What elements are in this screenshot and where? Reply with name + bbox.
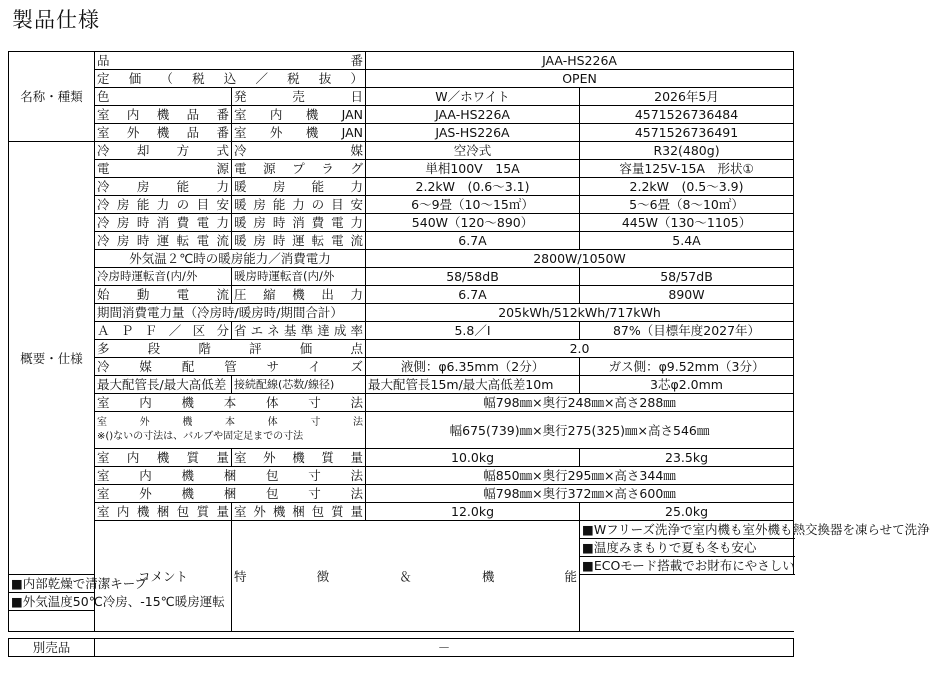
label-outdoor-pack-mass: 室外機梱包質量 (232, 503, 366, 521)
label-release: 発売日 (232, 88, 366, 106)
value-indoor-pack: 幅850㎜×奥行295㎜×高さ344㎜ (366, 467, 794, 485)
row-cooling-method (9, 142, 794, 160)
label-color: 色 (95, 88, 232, 106)
label-refrigerant: 冷媒 (232, 142, 366, 160)
value-hinban: JAA-HS226A (366, 52, 794, 70)
row-start-current (9, 286, 794, 304)
label-cool-capacity: 冷房能力 (95, 178, 232, 196)
page-title: 製品仕様 (12, 8, 100, 32)
value-cool-noise: 58/58dB (366, 268, 580, 286)
group-extra: 別売品 (9, 639, 95, 657)
label-heat-consumption: 暖房時消費電力 (232, 214, 366, 232)
row-indoor-size (9, 394, 794, 412)
value-outdoor-pack: 幅798㎜×奥行372㎜×高さ600㎜ (366, 485, 794, 503)
value-compressor: 890W (580, 286, 794, 304)
feature-blank (9, 611, 232, 632)
label-outdoor-size-cell (95, 412, 366, 449)
value-heat-consumption: 445W（130～1105） (580, 214, 794, 232)
value-outdoor-mass: 23.5kg (580, 449, 794, 467)
label-indoor-mass: 室内機質量 (95, 449, 232, 467)
label-apf: ＡＰＦ／区分 (95, 322, 232, 340)
value-heat-capacity: 2.2kW (0.5～3.9) (580, 178, 794, 196)
row-indoor (9, 106, 794, 124)
label-indoor: 室内機品番 (95, 106, 232, 124)
value-heat-noise: 58/57dB (580, 268, 794, 286)
row-annual (9, 304, 794, 322)
spacer (9, 632, 794, 639)
row-power (9, 160, 794, 178)
value-cool-guide: 6～9畳（10～15㎡） (366, 196, 580, 214)
value-indoor-size: 幅798㎜×奥行248㎜×高さ288㎜ (366, 394, 794, 412)
value-pipe-gas: ガス側：φ9.52mm（3分） (580, 358, 794, 376)
label-outdoor: 室外機品番 (95, 124, 232, 142)
group-overview: 概要・仕様 (9, 142, 95, 575)
value-plug: 容量125V-15A 形状① (580, 160, 794, 178)
label-cool-noise: 冷房時運転音(内/外 (95, 268, 232, 286)
group-comment: コメント (95, 521, 232, 632)
value-release: 2026年5月 (580, 88, 794, 106)
row-outdoor (9, 124, 794, 142)
label-price: 定価（税込／税抜） (95, 70, 366, 88)
label-outdoor-mass: 室外機質量 (232, 449, 366, 467)
value-indoor: JAA-HS226A (366, 106, 580, 124)
row-feature-1 (9, 521, 794, 539)
row-guide (9, 196, 794, 214)
label-features: 特徴＆機能 (232, 521, 580, 632)
group-name: 名称・種類 (9, 52, 95, 142)
value-wiring: 3芯φ2.0mm (580, 376, 794, 394)
row-hinban (9, 52, 794, 70)
value-cool-consumption: 540W（120～890） (366, 214, 580, 232)
value-color: W／ホワイト (366, 88, 580, 106)
label-indoor-pack: 室内機梱包寸法 (95, 467, 366, 485)
label-cool-consumption: 冷房時消費電力 (95, 214, 232, 232)
feature-item: ■ECOモード搭載でお財布にやさしい (580, 557, 794, 575)
label-wiring: 接続配線(芯数/線径) (232, 376, 366, 394)
label-pipe-length: 最大配管長/最大高低差 (95, 376, 232, 394)
label-outdoor-2deg: 外気温２℃時の暖房能力／消費電力 (95, 250, 366, 268)
value-heat-guide: 5～6畳（8～10㎡） (580, 196, 794, 214)
label-heat-current: 暖房時運転電流 (232, 232, 366, 250)
feature-item: ■温度みまもりで夏も冬も安心 (580, 539, 794, 557)
label-plug: 電源プラグ (232, 160, 366, 178)
feature-item: ■内部乾燥で清潔キープ (9, 575, 232, 593)
label-compressor: 圧縮機出力 (232, 286, 366, 304)
row-noise (9, 268, 794, 286)
label-cool-current: 冷房時運転電流 (95, 232, 232, 250)
row-outdoor-pack (9, 485, 794, 503)
label-pipe: 冷媒配管サイズ (95, 358, 366, 376)
row-consumption (9, 214, 794, 232)
label-eco-rate: 省エネ基準達成率 (232, 322, 366, 340)
value-apf: 5.8／Ⅰ (366, 322, 580, 340)
value-refrigerant: R32(480g) (580, 142, 794, 160)
row-pipe (9, 358, 794, 376)
label-heat-capacity: 暖房能力 (232, 178, 366, 196)
value-power: 単相100V 15A (366, 160, 580, 178)
value-indoor-mass: 10.0kg (366, 449, 580, 467)
row-apf (9, 322, 794, 340)
value-cool-capacity: 2.2kW (0.6～3.1) (366, 178, 580, 196)
row-price (9, 70, 794, 88)
value-start-current: 6.7A (366, 286, 580, 304)
label-annual: 期間消費電力量（冷房時/暖房時/期間合計） (95, 304, 366, 322)
row-indoor-pack (9, 467, 794, 485)
row-pack-mass (9, 503, 794, 521)
value-annual: 205kWh/512kWh/717kWh (366, 304, 794, 322)
row-pipe-length (9, 376, 794, 394)
value-multi: 2.0 (366, 340, 794, 358)
label-power: 電源 (95, 160, 232, 178)
value-indoor-jan: 4571526736484 (580, 106, 794, 124)
value-pipe-liquid: 液側：φ6.35mm（2分） (366, 358, 580, 376)
value-pipe-length: 最大配管長15m/最大高低差10m (366, 376, 580, 394)
spacer-row (9, 632, 794, 639)
label-cool-guide: 冷房能力の目安 (95, 196, 232, 214)
spec-table (8, 51, 930, 657)
label-cooling-method: 冷却方式 (95, 142, 232, 160)
label-outdoor-size: 室外機本体寸法 (97, 417, 364, 428)
row-current (9, 232, 794, 250)
row-capacity (9, 178, 794, 196)
row-outdoor-size (9, 412, 794, 449)
row-multi (9, 340, 794, 358)
feature-item: ■外気温度50℃冷房、-15℃暖房運転 (9, 593, 232, 611)
value-outdoor-jan: 4571526736491 (580, 124, 794, 142)
value-outdoor-pack-mass: 25.0kg (580, 503, 794, 521)
label-start-current: 始動電流 (95, 286, 232, 304)
feature-item: ■Wフリーズ洗浄で室内機も室外機も熱交換器を凍らせて洗浄 (580, 521, 794, 539)
row-color (9, 88, 794, 106)
value-indoor-pack-mass: 12.0kg (366, 503, 580, 521)
label-indoor-size: 室内機本体寸法 (95, 394, 366, 412)
value-outdoor-2deg: 2800W/1050W (366, 250, 794, 268)
value-outdoor: JAS-HS226A (366, 124, 580, 142)
value-cool-current: 6.7A (366, 232, 580, 250)
row-mass (9, 449, 794, 467)
note-outdoor-size: ※()ないの寸法は、バルブや固定足までの寸法 (97, 431, 304, 442)
value-extra: － (95, 639, 794, 657)
value-cooling-method: 空冷式 (366, 142, 580, 160)
value-price: OPEN (366, 70, 794, 88)
label-hinban: 品番 (95, 52, 366, 70)
value-heat-current: 5.4A (580, 232, 794, 250)
value-eco-rate: 87%（目標年度2027年） (580, 322, 794, 340)
label-heat-guide: 暖房能力の目安 (232, 196, 366, 214)
label-multi: 多段階評価点 (95, 340, 366, 358)
label-outdoor-pack: 室外機梱包寸法 (95, 485, 366, 503)
value-outdoor-size: 幅675(739)㎜×奥行275(325)㎜×高さ546㎜ (366, 412, 794, 449)
row-outdoor-2deg (9, 250, 794, 268)
label-heat-noise: 暖房時運転音(内/外 (232, 268, 366, 286)
label-indoor-pack-mass: 室内機梱包質量 (95, 503, 232, 521)
label-outdoor-jan: 室外機JAN (232, 124, 366, 142)
row-extra (9, 639, 794, 657)
label-indoor-jan: 室内機JAN (232, 106, 366, 124)
